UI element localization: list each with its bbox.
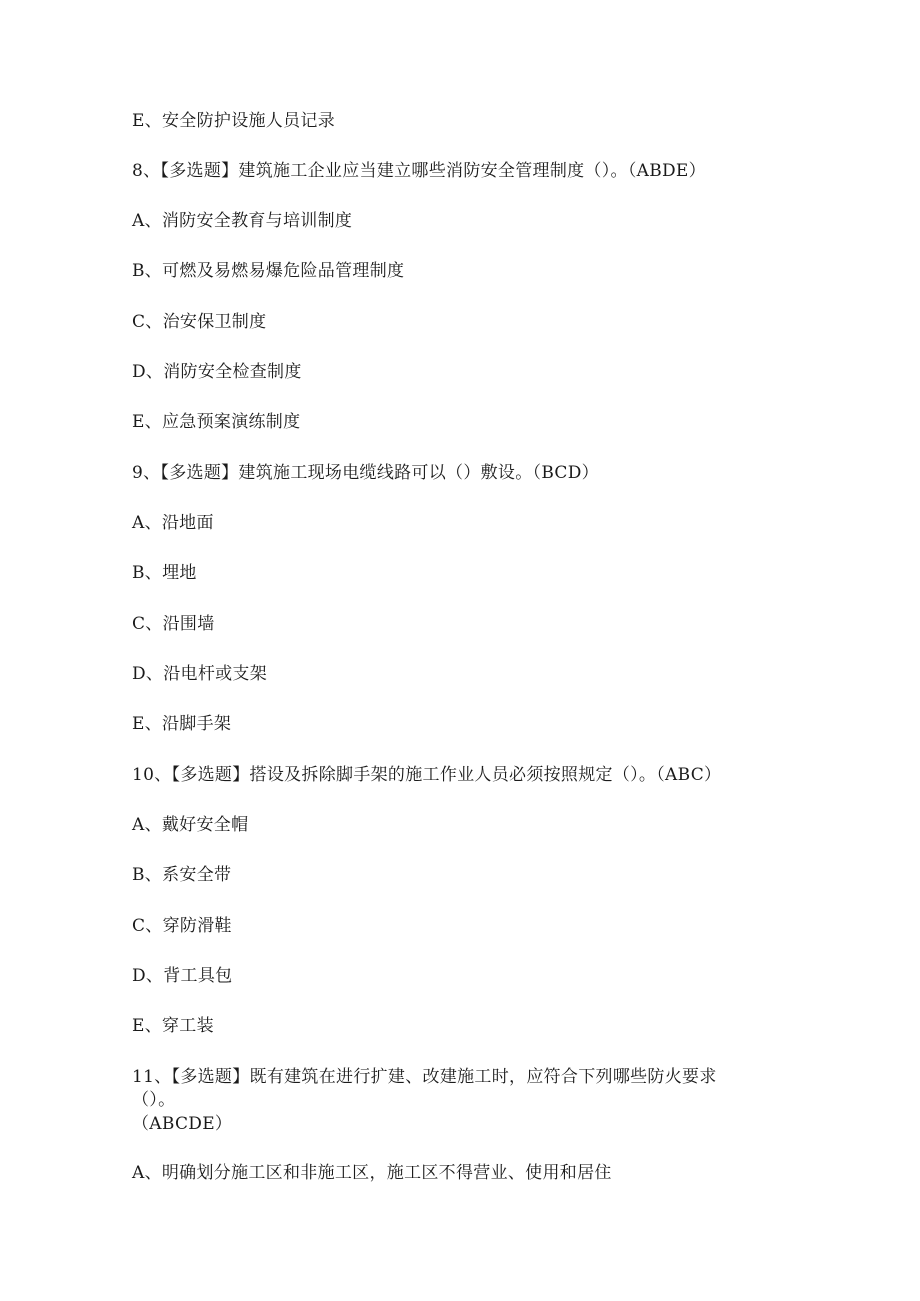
q8-option-a: A、消防安全教育与培训制度 bbox=[132, 211, 353, 231]
q9-option-c: C、沿围墙 bbox=[132, 614, 215, 634]
q9-option-a: A、沿地面 bbox=[132, 513, 214, 533]
q8-option-b: B、可燃及易燃易爆危险品管理制度 bbox=[132, 261, 405, 281]
q10-option-b: B、系安全带 bbox=[132, 865, 232, 885]
q8-option-c: C、治安保卫制度 bbox=[132, 312, 267, 332]
q8-option-d: D、消防安全检查制度 bbox=[132, 362, 302, 382]
q11-question: 11、【多选题】既有建筑在进行扩建、改建施工时，应符合下列哪些防火要求 bbox=[132, 1067, 717, 1087]
q9-option-b: B、埋地 bbox=[132, 563, 197, 583]
q9-option-e: E、沿脚手架 bbox=[132, 714, 232, 734]
q11-answer: （ABCDE） bbox=[132, 1114, 233, 1134]
q8-option-e: E、应急预案演练制度 bbox=[132, 412, 301, 432]
q9-question: 9、【多选题】建筑施工现场电缆线路可以（）敷设。（BCD） bbox=[132, 463, 599, 483]
q10-option-d: D、背工具包 bbox=[132, 966, 233, 986]
q10-option-c: C、穿防滑鞋 bbox=[132, 916, 232, 936]
q11-option-a: A、明确划分施工区和非施工区，施工区不得营业、使用和居住 bbox=[132, 1163, 612, 1183]
q7-option-e: E、安全防护设施人员记录 bbox=[132, 111, 336, 131]
q8-question: 8、【多选题】建筑施工企业应当建立哪些消防安全管理制度（）。（ABDE） bbox=[132, 161, 706, 181]
q9-option-d: D、沿电杆或支架 bbox=[132, 664, 268, 684]
q11-question-blank: （）。 bbox=[132, 1090, 176, 1110]
q10-option-e: E、穿工装 bbox=[132, 1016, 214, 1036]
q10-question: 10、【多选题】搭设及拆除脚手架的施工作业人员必须按照规定（）。（ABC） bbox=[132, 765, 722, 785]
q10-option-a: A、戴好安全帽 bbox=[132, 815, 249, 835]
